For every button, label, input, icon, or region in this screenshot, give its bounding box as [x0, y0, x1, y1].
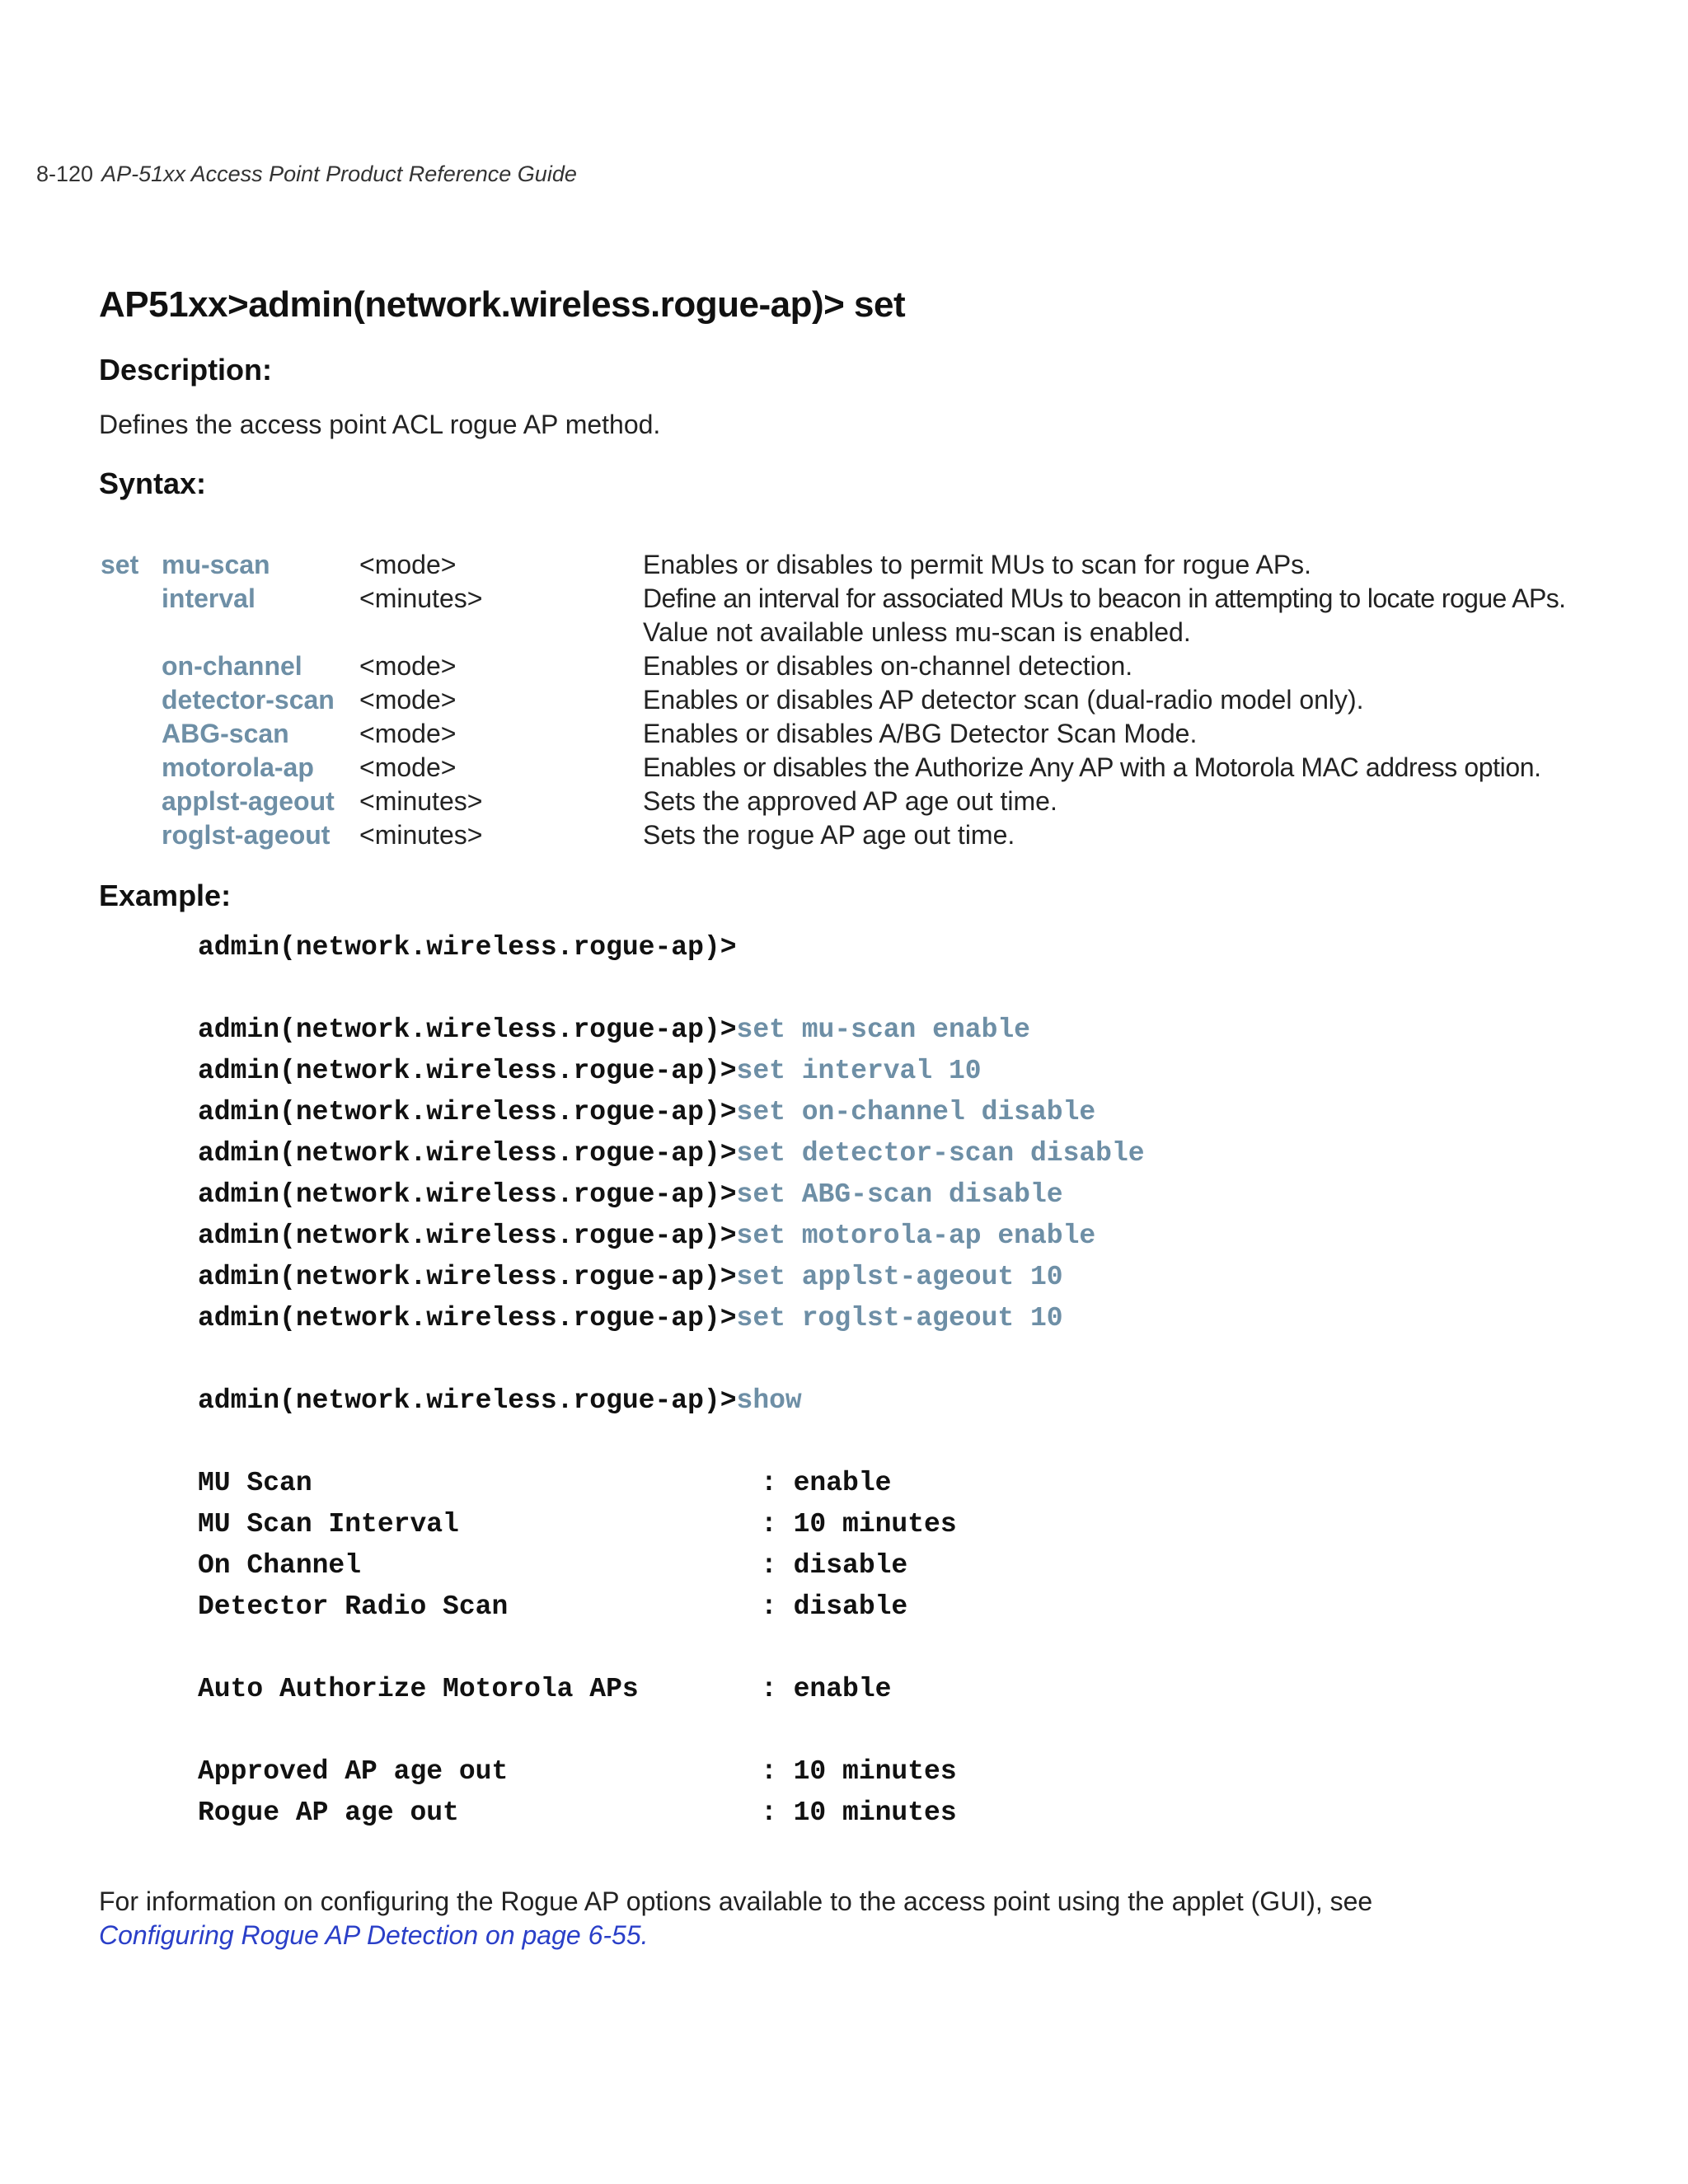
syntax-param: motorola-ap — [162, 752, 314, 782]
syntax-param: roglst-ageout — [162, 820, 331, 850]
syntax-arg: <mode> — [359, 752, 457, 782]
code-command: set applst-ageout 10 — [736, 1262, 1063, 1292]
output-row — [198, 1751, 1187, 1793]
code-prompt: admin(network.wireless.rogue-ap)> — [198, 1262, 737, 1292]
code-command: set interval 10 — [736, 1056, 982, 1086]
output-value: : 10 minutes — [761, 1756, 957, 1787]
output-value: : 10 minutes — [761, 1509, 957, 1540]
code-prompt: admin(network.wireless.rogue-ap)> — [198, 1385, 737, 1416]
output-label: Rogue AP age out — [198, 1797, 459, 1828]
code-line — [198, 1174, 1063, 1216]
syntax-param: on-channel — [162, 651, 302, 681]
syntax-desc: Enables or disables on-channel detection. — [643, 651, 1133, 681]
cross-reference-link[interactable]: Configuring Rogue AP Detection on page 6-55. — [99, 1920, 649, 1950]
code-line — [198, 1092, 1095, 1133]
syntax-desc: Sets the approved AP age out time. — [643, 786, 1057, 816]
code-command: set motorola-ap enable — [736, 1221, 1096, 1251]
output-row — [198, 1793, 1187, 1834]
syntax-arg: <mode> — [359, 719, 457, 748]
output-value: : 10 minutes — [761, 1797, 957, 1828]
footer-text: For information on configuring the Rogue AP options available to the access point using the applet (GUI), see — [99, 1886, 1373, 1916]
description-text: Defines the access point ACL rogue AP method. — [99, 410, 661, 439]
code-prompt: admin(network.wireless.rogue-ap)> — [198, 1138, 737, 1169]
output-label: Approved AP age out — [198, 1756, 509, 1787]
output-row — [198, 1545, 1187, 1586]
description-label: Description: — [99, 353, 273, 387]
command-heading: AP51xx>admin(network.wireless.rogue-ap)> set — [99, 284, 906, 325]
syntax-desc: Enables or disables AP detector scan (dual-radio model only). — [643, 685, 1364, 715]
syntax-arg: <minutes> — [359, 583, 483, 613]
code-command: set mu-scan enable — [736, 1015, 1030, 1045]
syntax-param: mu-scan — [162, 550, 270, 579]
output-label: Auto Authorize Motorola APs — [198, 1674, 639, 1704]
output-label: MU Scan Interval — [198, 1509, 459, 1540]
output-value: : enable — [761, 1468, 892, 1498]
output-row — [198, 1504, 1187, 1545]
guide-title: AP-51xx Access Point Product Reference Guide — [101, 162, 577, 186]
code-command: show — [736, 1385, 802, 1416]
code-line — [198, 1010, 1030, 1051]
code-prompt: admin(network.wireless.rogue-ap)> — [198, 1097, 737, 1127]
syntax-desc: Enables or disables A/BG Detector Scan Mode. — [643, 719, 1198, 748]
code-prompt: admin(network.wireless.rogue-ap)> — [198, 1056, 737, 1086]
code-prompt: admin(network.wireless.rogue-ap)> — [198, 932, 737, 963]
code-command: set detector-scan disable — [736, 1138, 1145, 1169]
code-prompt: admin(network.wireless.rogue-ap)> — [198, 1015, 737, 1045]
code-line — [198, 1051, 982, 1092]
code-command: set roglst-ageout 10 — [736, 1303, 1063, 1333]
output-row — [198, 1463, 1187, 1504]
output-value: : enable — [761, 1674, 892, 1704]
example-label: Example: — [99, 879, 232, 912]
code-line — [198, 1216, 1095, 1257]
output-value: : disable — [761, 1550, 908, 1581]
code-line — [198, 1380, 802, 1422]
output-row — [198, 1586, 1187, 1628]
syntax-param: applst-ageout — [162, 786, 335, 816]
syntax-param: interval — [162, 583, 256, 613]
code-command: set ABG-scan disable — [736, 1179, 1063, 1210]
syntax-desc: Enables or disables the Authorize Any AP with a Motorola MAC address option. — [643, 752, 1541, 782]
code-command: set on-channel disable — [736, 1097, 1096, 1127]
output-label: MU Scan — [198, 1468, 312, 1498]
code-line — [198, 1133, 1145, 1174]
output-row — [198, 1669, 1187, 1710]
output-value: : disable — [761, 1591, 908, 1622]
code-prompt: admin(network.wireless.rogue-ap)> — [198, 1303, 737, 1333]
syntax-arg: <minutes> — [359, 786, 483, 816]
syntax-arg: <mode> — [359, 651, 457, 681]
code-line — [198, 1257, 1063, 1298]
syntax-arg: <mode> — [359, 550, 457, 579]
syntax-desc: Enables or disables to permit MUs to scan for rogue APs. — [643, 550, 1312, 579]
code-line — [198, 1298, 1063, 1339]
syntax-set-keyword: set — [101, 550, 139, 579]
page-header — [36, 162, 577, 187]
footer-paragraph — [99, 1885, 1372, 1952]
syntax-desc: Sets the rogue AP age out time. — [643, 820, 1015, 850]
syntax-desc-continued: Value not available unless mu-scan is enabled. — [643, 617, 1191, 647]
syntax-param: ABG-scan — [162, 719, 289, 748]
code-line — [198, 927, 737, 968]
output-label: Detector Radio Scan — [198, 1591, 509, 1622]
syntax-desc: Define an interval for associated MUs to beacon in attempting to locate rogue APs. — [643, 583, 1566, 613]
output-label: On Channel — [198, 1550, 362, 1581]
syntax-arg: <mode> — [359, 685, 457, 715]
code-prompt: admin(network.wireless.rogue-ap)> — [198, 1221, 737, 1251]
code-prompt: admin(network.wireless.rogue-ap)> — [198, 1179, 737, 1210]
syntax-arg: <minutes> — [359, 820, 483, 850]
syntax-param: detector-scan — [162, 685, 335, 715]
page-number: 8-120 — [36, 162, 94, 186]
syntax-label: Syntax: — [99, 466, 207, 500]
